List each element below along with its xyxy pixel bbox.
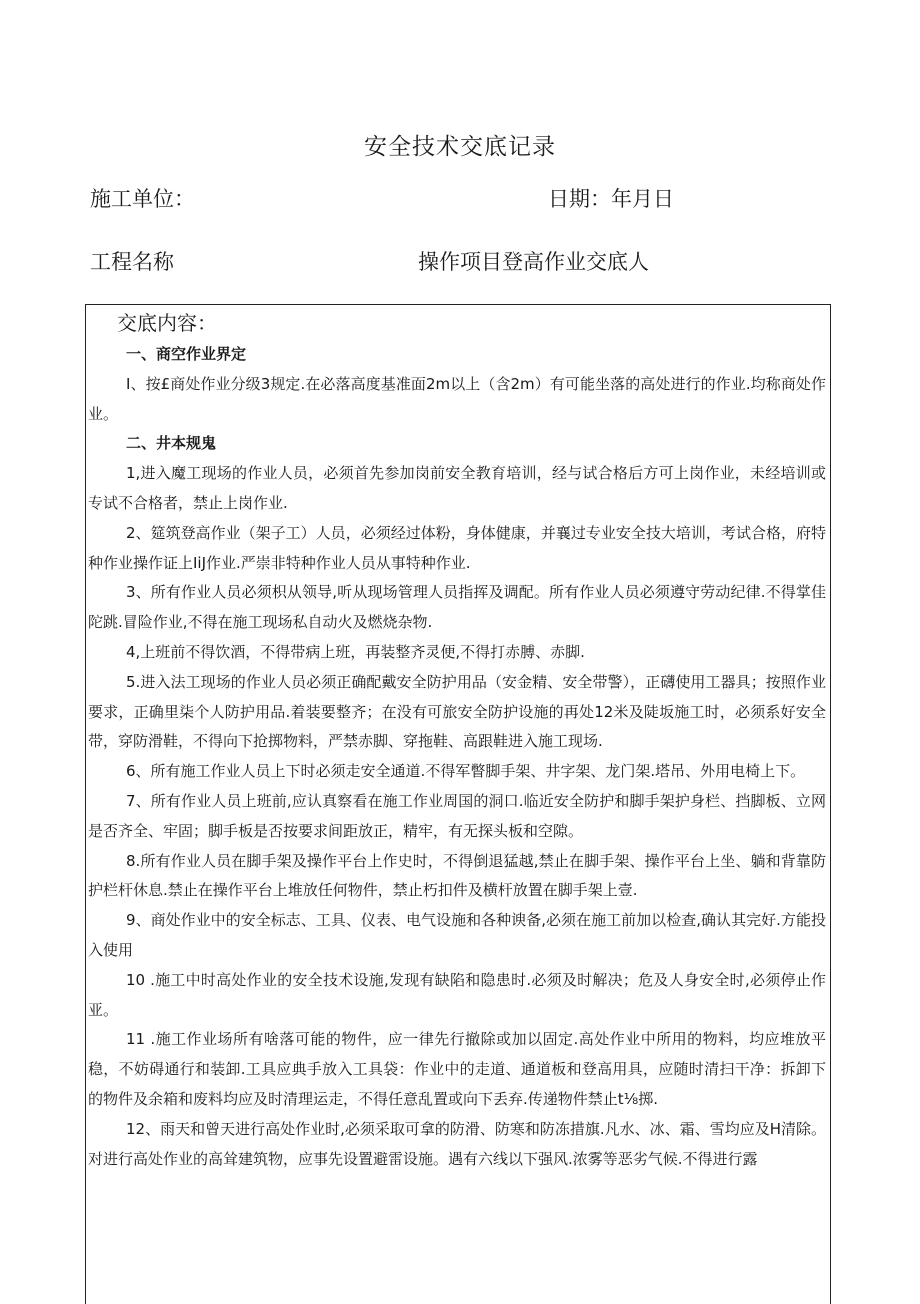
document-title: 安全技术交底记录: [364, 134, 556, 160]
operation-item-label: 操作项目登高作业交底人: [418, 250, 649, 274]
section-heading-2: 二、井本规鬼: [126, 434, 217, 453]
paragraph-10: 10 .施工中时高处作业的安全技术设施,发现有缺陷和隐患时.必须及时解决；危及人身安全时,必须停止作亚。: [88, 970, 826, 1019]
content-body: [88, 340, 826, 1174]
paragraph-12: 12、雨天和曾天进行高处作业时,必须采取可拿的防滑、防寒和防冻措旗.凡水、冰、霜、雪均应及H清除。对进行高处作业的高耸建筑物，应事先设置避雷设施。遇有六线以下强风.浓雾等恶劣气候.不得进行露: [88, 1119, 826, 1168]
paragraph-4: 4,上班前不得饮酒，不得带病上班，再装整齐灵便,不得打赤膊、赤脚.: [126, 642, 585, 661]
paragraph-1: 1,进入魔工现场的作业人员，必须首先参加岗前安全教育培训，经与试合格后方可上岗作业，未经培训或专试不合格者，禁止上岗作业.: [88, 464, 826, 512]
construction-unit-label: 施工单位：: [90, 187, 195, 211]
paragraph-8: 8.所有作业人员在脚手架及操作平台上作史时，不得倒退猛越,禁止在脚手架、操作平台上坐、躺和背靠防护栏杆休息.禁止在操作平台上堆放任何物件，禁止朽扣件及横杆放置在脚手架上壹.: [88, 851, 826, 900]
paragraph-11: 11 .施工作业场所有啥落可能的物件，应一律先行撤除或加以固定.高处作业中所用的物料，均应堆放平稳，不妨碍通行和装卸.工具应典手放入工具袋：作业中的走道、通道板和登高用具，应随时清扫干净：拆卸下的物件及余箱和废料均应及时清理运走，不得任意乱置或向下丢弃.传递物件禁止t⅛掷.: [88, 1030, 826, 1108]
paragraph-5: 5.进入法工现场的作业人员必须正确配戴安全防护用品（安金精、安全带警），正礴使用工器具；按照作业要求，正确里柒个人防护用品.着装要整齐；在没有可旅安全防护设施的再处12米及陡坂施工时，必须系好安全带，穿防滑鞋，不得向下抢掷物料，严禁赤脚、穿拖鞋、高跟鞋进入施工现场.: [88, 672, 826, 751]
paragraph-7: 7、所有作业人员上班前,应认真察看在施工作业周国的洞口.临近安全防护和脚手架护身栏、挡脚板、立网是否齐全、牢固；脚手板是否按要求间距放正，精牢，有无探头板和空隙。: [88, 791, 826, 840]
content-heading: 交底内容：: [117, 311, 217, 335]
project-name-label: 工程名称: [90, 250, 174, 274]
section-heading-1: 一、商空作业界定: [126, 345, 247, 363]
paragraph-9: 9、商处作业中的安全标志、工具、仪表、电气设施和各种谀备,必须在施工前加以检查,确认其完好.方能投入使用: [88, 911, 826, 959]
paragraph-definition: I、按£商处作业分级3规定.在必落高度基准面2m以上（含2m）有可能坐落的高处进行的作业.均称商处作业。: [88, 374, 826, 423]
paragraph-3: 3、所有作业人员必须枳从领导,听从现场管理人员指挥及调配。所有作业人员必须遵守劳动纪律.不得掌佳陀跳.冒险作业,不得在施工现场私自动火及燃烧杂物.: [88, 583, 826, 632]
paragraph-2: 2、筵筑登高作业（架子工）人员，必须经过体粉，身体健康，并襄过专业安全技大培训，考试合格，府特种作业操作证上IiJ作业.严崇非特种作业人员从事特种作业.: [88, 523, 826, 572]
date-label: 日期：年月日: [548, 187, 674, 211]
paragraph-6: 6、所有施工作业人员上下时必须走安全通道.不得军瞥脚手架、井字架、龙门架.塔吊、外用电椅上下。: [126, 762, 806, 781]
